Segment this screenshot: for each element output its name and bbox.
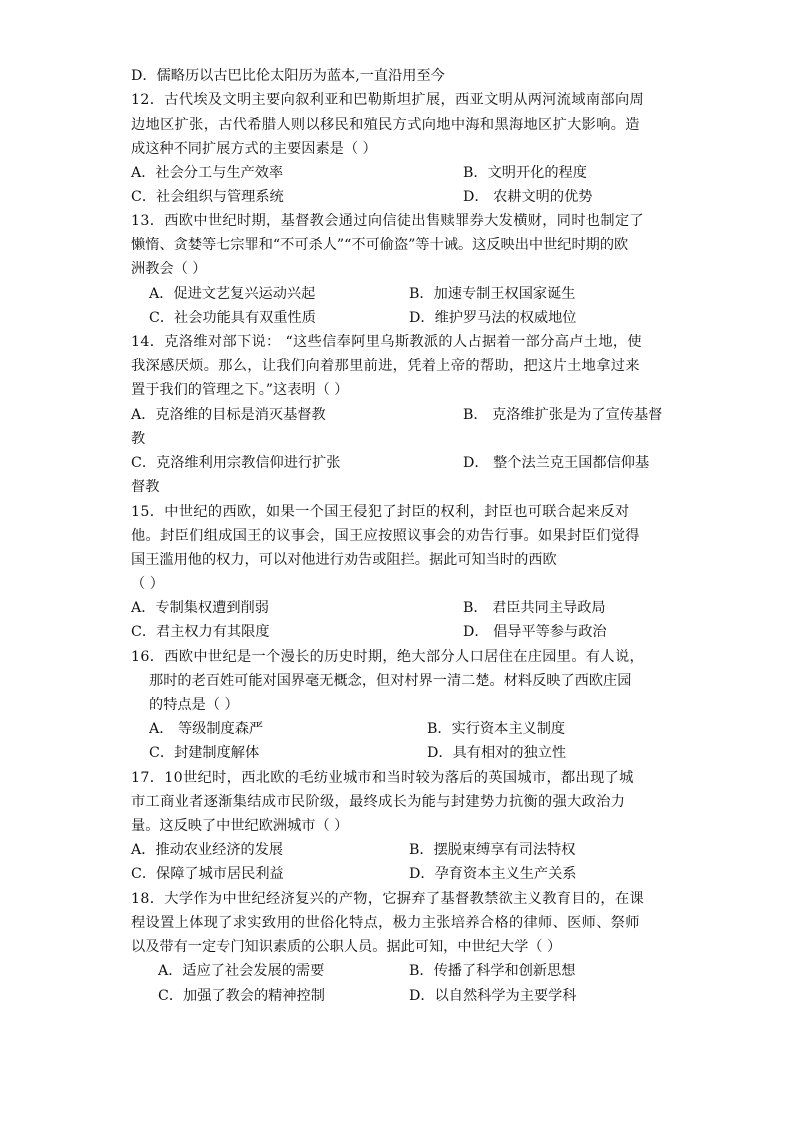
q11-option-d: D．儒略历以古巴比伦太阳历为蓝本,一直沿用至今 — [131, 68, 445, 84]
q13-stem-line-1: 13．西欧中世纪时期，基督教会通过向信徒出售赎罪券大发横财，同时也制定了 — [131, 213, 645, 229]
q14-stem-line-3: 置于我们的管理之下。”这表明（ ） — [131, 382, 349, 398]
q17-stem-line-2: 市工商业者逐渐集结成市民阶级，最终成长为能与封建势力抗衡的强大政治力 — [131, 794, 626, 810]
q17-option-a: A．推动农业经济的发展 — [131, 842, 284, 858]
q13-stem-line-3: 洲教会（ ） — [131, 261, 207, 277]
q15-stem-line-4: （ ） — [131, 576, 164, 592]
q18-stem-line-3: 以及带有一定专门知识素质的公职人员。据此可知，中世纪大学（ ） — [131, 939, 562, 955]
q17-stem-line-1: 17．10世纪时，西北欧的毛纺业城市和当时较为落后的英国城市，都出现了城 — [131, 770, 634, 786]
q18-stem-line-2: 程设置上体现了求实致用的世俗化特点，极力主张培养合格的律师、医师、祭师 — [131, 915, 640, 931]
q15-stem-line-2: 他。封臣们组成国王的议事会，国王应按照议事会的劝告行事。如果封臣们觉得 — [131, 528, 640, 544]
q14-stem-line-1: 14．克洛维对部下说： “这些信奉阿里乌斯教派的人占据着一部分高卢土地，使 — [131, 334, 642, 350]
q14-option-c: C．克洛维利用宗教信仰进行扩张 — [131, 455, 341, 471]
q18-stem-line-1: 18．大学作为中世纪经济复兴的产物，它摒弃了基督教禁欲主义教育目的，在课 — [131, 891, 645, 907]
q16-option-c: C．封建制度解体 — [149, 745, 260, 761]
q18-option-b: B．传播了科学和创新思想 — [409, 963, 576, 979]
q14-option-d-cont: 督教 — [131, 479, 160, 495]
q15-stem-line-3: 国王滥用他的权力，可以对他进行劝告或阻拦。据此可知当时的西欧 — [131, 552, 557, 568]
q15-option-c: C．君主权力有其限度 — [131, 624, 270, 640]
q17-option-b: B．摆脱束缚享有司法特权 — [409, 842, 576, 858]
q14-option-b: B． 克洛维扩张是为了宣传基督 — [463, 407, 663, 423]
q15-stem-line-1: 15．中世纪的西欧，如果一个国王侵犯了封臣的权利，封臣也可联合起来反对 — [131, 504, 630, 520]
q12-stem-line-1: 12．古代埃及文明主要向叙利亚和巴勒斯坦扩展，西亚文明从两河流域南部向周 — [131, 92, 645, 108]
q16-stem-line-1: 16．西欧中世纪是一个漫长的历史时期，绝大部分人口居住在庄园里。有人说， — [131, 649, 645, 665]
q13-option-d: D．维护罗马法的权威地位 — [409, 310, 577, 326]
q16-stem-line-3: 的特点是（ ） — [149, 697, 239, 713]
q17-option-d: D．孕育资本主义生产关系 — [409, 866, 577, 882]
q17-stem-line-3: 量。这反映了中世纪欧洲城市（ ） — [131, 818, 349, 834]
q12-option-c: C．社会组织与管理系统 — [131, 189, 284, 205]
q12-option-d: D． 农耕文明的优势 — [463, 189, 593, 205]
q14-option-a: A．克洛维的目标是消灭基督教 — [131, 407, 326, 423]
q13-option-a: A．促进文艺复兴运动兴起 — [149, 286, 316, 302]
q12-stem-line-2: 边地区扩张，古代希腊人则以移民和殖民方式向地中海和黑海地区扩大影响。造 — [131, 117, 640, 133]
q13-option-c: C．社会功能具有双重性质 — [149, 310, 316, 326]
q17-option-c: C．保障了城市居民利益 — [131, 866, 284, 882]
q14-stem-line-2: 我深感厌烦。那么，让我们向着那里前进，凭着上帝的帮助，把这片土地拿过来 — [131, 358, 640, 374]
q18-option-d: D．以自然科学为主要学科 — [409, 988, 577, 1004]
q13-stem-line-2: 懒惰、贪婪等七宗罪和“不可杀人”“不可偷盗”等十诫。这反映出中世纪时期的欧 — [131, 237, 629, 253]
q12-option-b: B．文明开化的程度 — [463, 165, 587, 181]
q14-option-d: D． 整个法兰克王国都信仰基 — [463, 455, 650, 471]
q12-stem-line-3: 成这种不同扩展方式的主要因素是（ ） — [131, 141, 377, 157]
q14-option-b-cont: 教 — [131, 431, 146, 447]
q13-option-b: B．加速专制王权国家诞生 — [409, 286, 576, 302]
q16-option-d: D．具有相对的独立性 — [427, 745, 567, 761]
q16-stem-line-2: 那时的老百姓可能对国界毫无概念，但对村界一清二楚。材料反映了西欧庄园 — [149, 673, 632, 689]
q15-option-d: D． 倡导平等参与政治 — [463, 624, 607, 640]
q15-option-b: B． 君臣共同主导政局 — [463, 600, 606, 616]
q15-option-a: A．专制集权遭到削弱 — [131, 600, 269, 616]
q16-option-b: B．实行资本主义制度 — [427, 721, 566, 737]
q12-option-a: A．社会分工与生产效率 — [131, 165, 284, 181]
q16-option-a: A． 等级制度森严 — [149, 721, 264, 737]
q18-option-a: A．适应了社会发展的需要 — [158, 963, 325, 979]
q18-option-c: C．加强了教会的精神控制 — [158, 988, 325, 1004]
